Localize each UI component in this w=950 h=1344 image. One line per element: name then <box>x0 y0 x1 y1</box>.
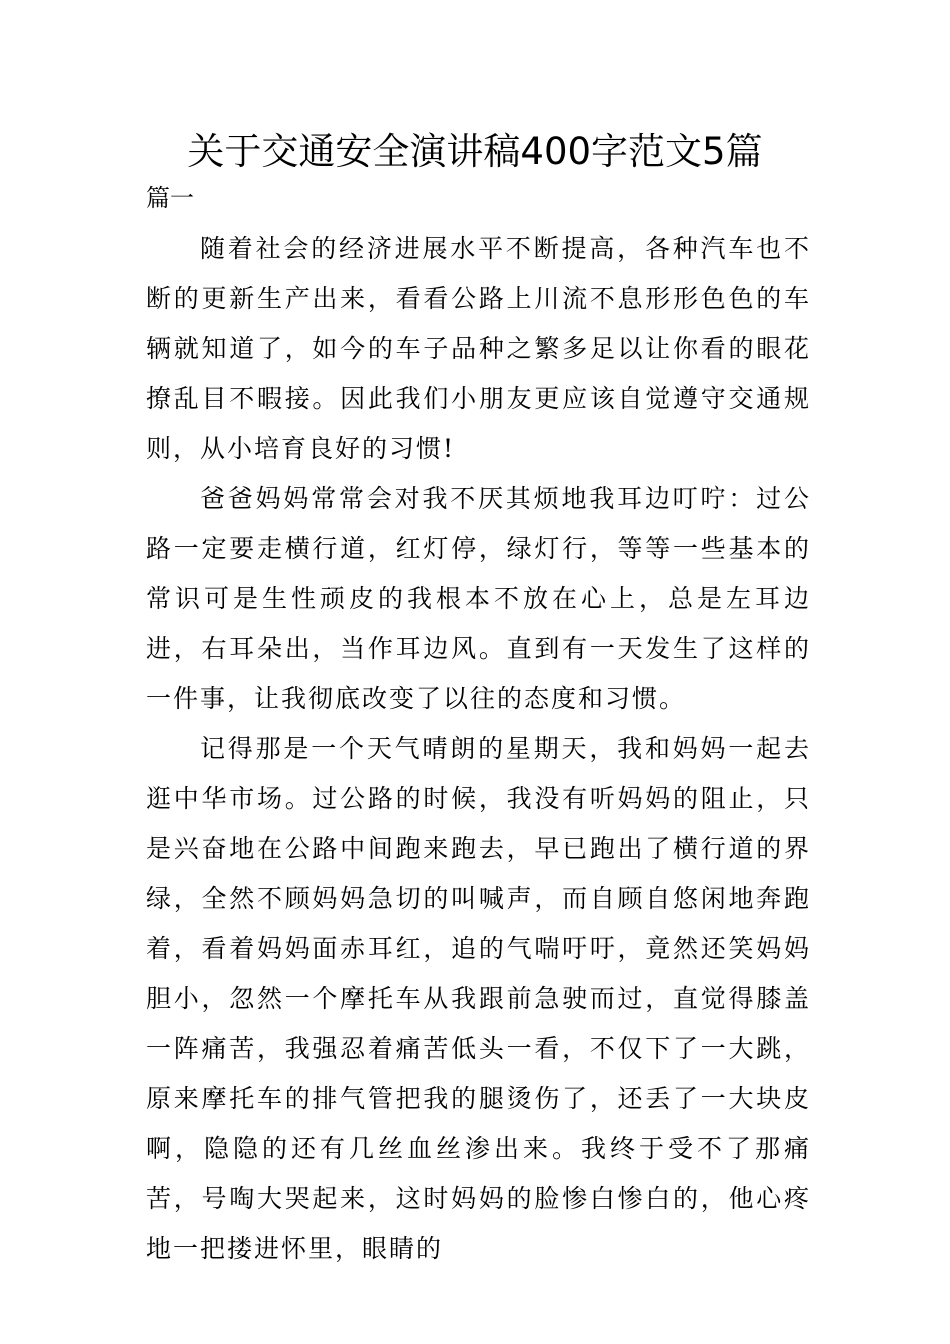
paragraph-3: 记得那是一个天气晴朗的星期天，我和妈妈一起去逛中华市场。过公路的时候，我没有听妈妈的阻止，只是兴奋地在公路中间跑来跑去，早已跑出了横行道的界绿，全然不顾妈妈急切的叫喊声，而自顾自悠闲地奔跑着，看着妈妈面赤耳红，追的气喘吁吁，竟然还笑妈妈胆小，忽然一个摩托车从我跟前急驶而过，直觉得膝盖一阵痛苦，我强忍着痛苦低头一看，不仅下了一大跳，原来摩托车的排气管把我的腿烫伤了，还丢了一大块皮啊，隐隐的还有几丝血丝渗出来。我终于受不了那痛苦，号啕大哭起来，这时妈妈的脸惨白惨白的，他心疼地一把搂进怀里，眼睛的 <box>146 734 811 1263</box>
paragraph-2: 爸爸妈妈常常会对我不厌其烦地我耳边叮咛：过公路一定要走横行道，红灯停，绿灯行，等等一些基本的常识可是生性顽皮的我根本不放在心上，总是左耳边进，右耳朵出，当作耳边风。直到有一天发生了这样的一件事，让我彻底改变了以往的态度和习惯。 <box>146 484 811 713</box>
paragraph-1: 随着社会的经济进展水平不断提高，各种汽车也不断的更新生产出来，看看公路上川流不息形形色色的车辆就知道了，如今的车子品种之繁多足以让你看的眼花撩乱目不暇接。因此我们小朋友更应该自觉遵守交通规则，从小培育良好的习惯! <box>146 234 811 463</box>
section-label: 篇一 <box>146 184 194 212</box>
document-title: 关于交通安全演讲稿400字范文5篇 <box>187 130 763 173</box>
